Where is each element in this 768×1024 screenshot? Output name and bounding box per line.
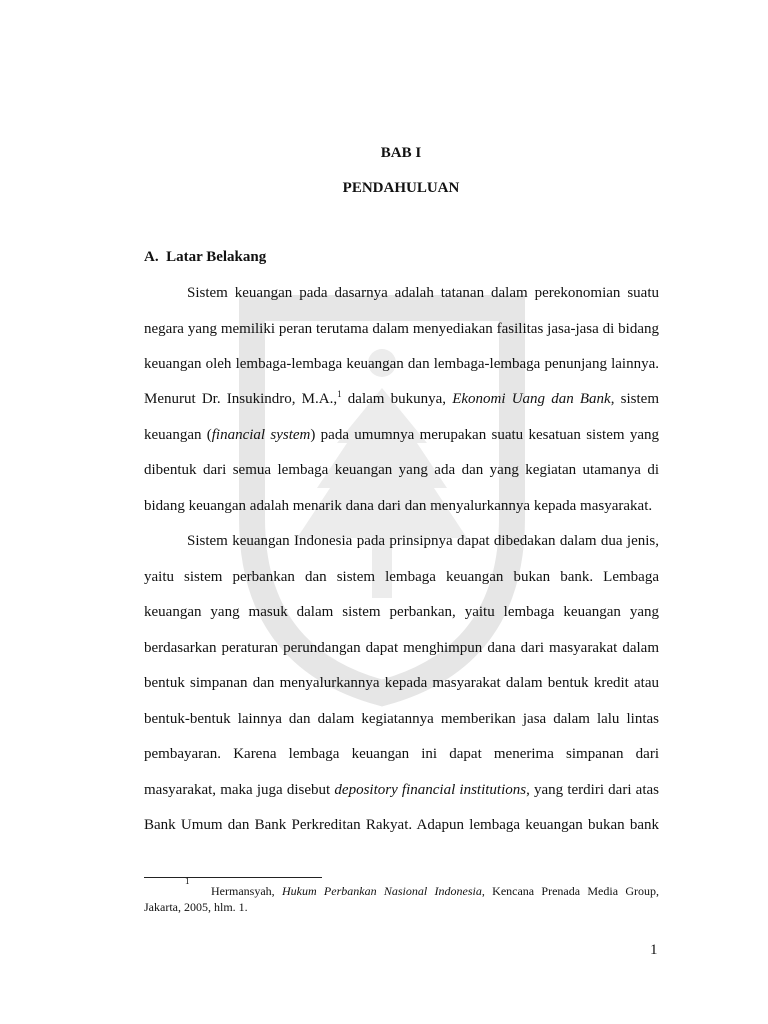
book-title: Ekonomi Uang dan Bank [452,391,611,407]
section-letter: A. [144,249,159,265]
paragraph-line: negara yang memiliki peran terutama dalam menyediakan fasilitas jasa-jasa di bidang [144,321,659,337]
paragraph-line: bentuk-bentuk lainnya dan dalam kegiatannya memberikan jasa dalam lalu lintas [144,711,659,727]
chapter-label: BAB I [380,145,422,161]
paragraph-line: keuangan oleh lembaga-lembaga keuangan dan lembaga-lembaga penunjang lainnya. [144,356,659,372]
section-heading [144,249,266,266]
footnote-book-title: Hukum Perbankan Nasional Indonesia [281,884,482,898]
paragraph-line: dibentuk dari semua lembaga keuangan yang ada dan yang kegiatan utamanya di [144,462,659,478]
chapter-title: PENDAHULUAN [342,180,460,196]
paragraph-line: pembayaran. Karena lembaga keuangan ini dapat menerima simpanan dari [144,746,659,762]
paragraph-line: keuangan yang masuk dalam sistem perbankan, yaitu lembaga keuangan yang [144,604,659,620]
section-title: Latar Belakang [166,249,267,265]
paragraph-line: yaitu sistem perbankan dan sistem lembaga keuangan bukan bank. Lembaga [144,569,659,585]
footnote-reference: 1 [337,389,342,399]
paragraph-line: keuangan (financial system) pada umumnya merupakan suatu kesatuan sistem yang [144,427,660,443]
footnote-line: Jakarta, 2005, hlm. 1. [144,900,248,914]
paragraph-line: bentuk simpanan dan menyalurkannya kepada masyarakat dalam bentuk kredit atau [144,675,659,691]
foreign-term: depository financial institutions [334,782,527,798]
paragraph-line: masyarakat, maka juga disebut depository financial institutions, yang terdiri dari atas [144,782,659,798]
page-number: 1 [650,942,658,958]
paragraph-line: bidang keuangan adalah menarik dana dari dan menyalurkannya kepada masyarakat. [144,498,653,514]
paragraph-line: berdasarkan peraturan perundangan dapat menghimpun dana dari masyarakat dalam [144,640,659,656]
paragraph-line: Bank Umum dan Bank Perkreditan Rakyat. Adapun lembaga keuangan bukan bank [144,817,659,833]
footnote-divider [144,877,322,878]
document-content: BAB I PENDAHULUAN A. Latar Belakang Sistem keuangan pada dasarnya adalah tatanan dalam perekonomian suatu negara yang memiliki peran terutama dalam menyediakan fasilitas jasa-jasa di bidang keuangan oleh lembaga-lembaga keuangan dan lembaga-lembaga penunjang lainnya. Menurut Dr. Insukindro, M.A.,$^1$ dalam bukunya, Ekonomi Uang dan Bank, sistem keuangan (financial system) pada umumnya merupakan suatu kesatuan sistem yang dibentuk dari semua lembaga keuangan yang ada dan yang kegiatan utamanya di bidang keuangan adalah menarik dana dari dan menyalurkannya kepada masyarakat. Sistem keuangan Indonesia pada prinsipnya dapat dibedakan dalam dua jenis, yaitu sistem perbankan dan sistem lembaga keuangan bukan bank. Lembaga keuangan yang masuk dalam sistem perbankan, yaitu lembaga keuangan yang berdasarkan peraturan perundangan dapat menghimpun dana dari masyarakat dalam bentuk simpanan dan menyalurkannya kepada masyarakat dalam bentuk kredit atau bentuk-bentuk lainnya dan dalam kegiatannya memberikan jasa dalam lalu lintas pembayaran. Karena lembaga keuangan ini dapat menerima simpanan dari masyarakat, maka juga disebut depository financial institutions, yang terdiri dari atas Bank Umum dan Bank Perkreditan Rakyat. Adapun lembaga keuangan bukan bank 1 Hermansyah, Hukum Perbankan Nasional Indonesia, Kencana Prenada Media Group, Jakarta, 2005, hlm. 1. 1 [0,0,768,1024]
paragraph-line: Sistem keuangan pada dasarnya adalah tatanan dalam perekonomian suatu [187,285,659,301]
footnote-line: Hermansyah, Hukum Perbankan Nasional Indonesia, Kencana Prenada Media Group, [211,884,659,898]
foreign-term: financial system [211,427,311,443]
paragraph-line: Sistem keuangan Indonesia pada prinsipnya dapat dibedakan dalam dua jenis, [187,533,659,549]
paragraph-line: Menurut Dr. Insukindro, M.A.,$^1$ dalam bukunya, Ekonomi Uang dan Bank, sistem [144,389,659,407]
